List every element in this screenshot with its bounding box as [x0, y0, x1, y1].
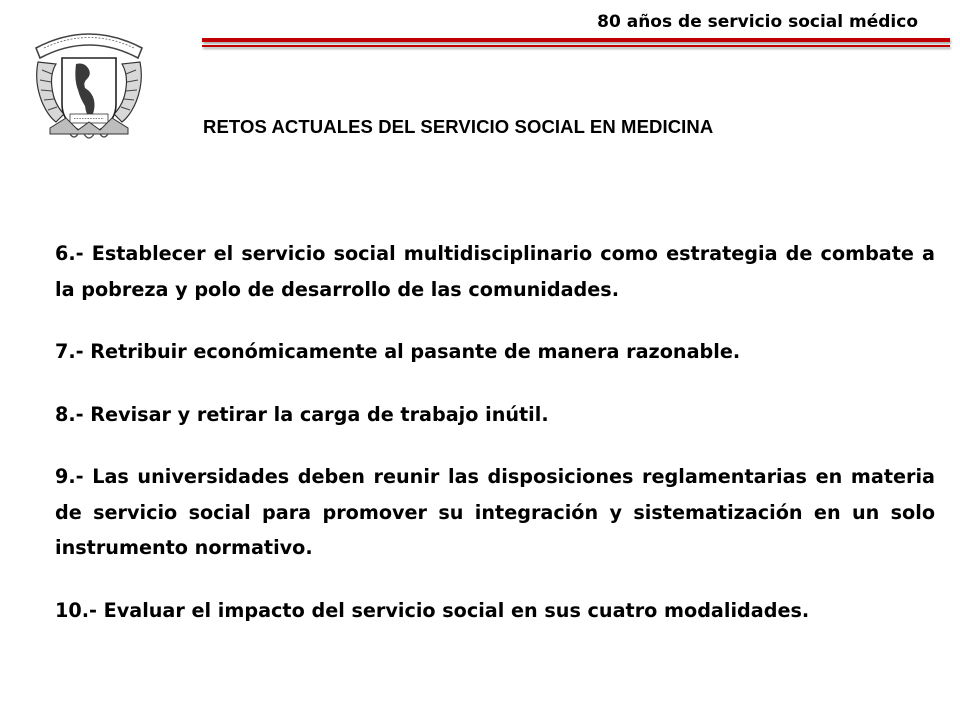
challenge-item-10: 10.- Evaluar el impacto del servicio social en sus cuatro modalidades. [55, 598, 810, 622]
challenge-item-9: 9.- Las universidades deben reunir las disposiciones reglamentarias en materia de servicio social para promover su integración y sistematización en un solo instrumento normativo. [55, 465, 935, 559]
unam-seal-icon [30, 18, 148, 144]
header-rule-bottom [202, 45, 950, 47]
challenge-item-7: 7.- Retribuir económicamente al pasante de manera razonable. [55, 340, 741, 363]
header-tagline: 80 años de servicio social médico [597, 12, 918, 32]
challenge-item-6: 6.- Establecer el servicio social multidisciplinario como estrategia de combate a la pobreza y polo de desarrollo de las comunidades. [55, 242, 935, 301]
slide-title: RETOS ACTUALES DEL SERVICIO SOCIAL EN MEDICINA [203, 116, 714, 137]
challenge-list [55, 236, 935, 655]
challenge-item-8: 8.- Revisar y retirar la carga de trabajo inútil. [55, 402, 549, 426]
header-rule-top [202, 38, 950, 42]
